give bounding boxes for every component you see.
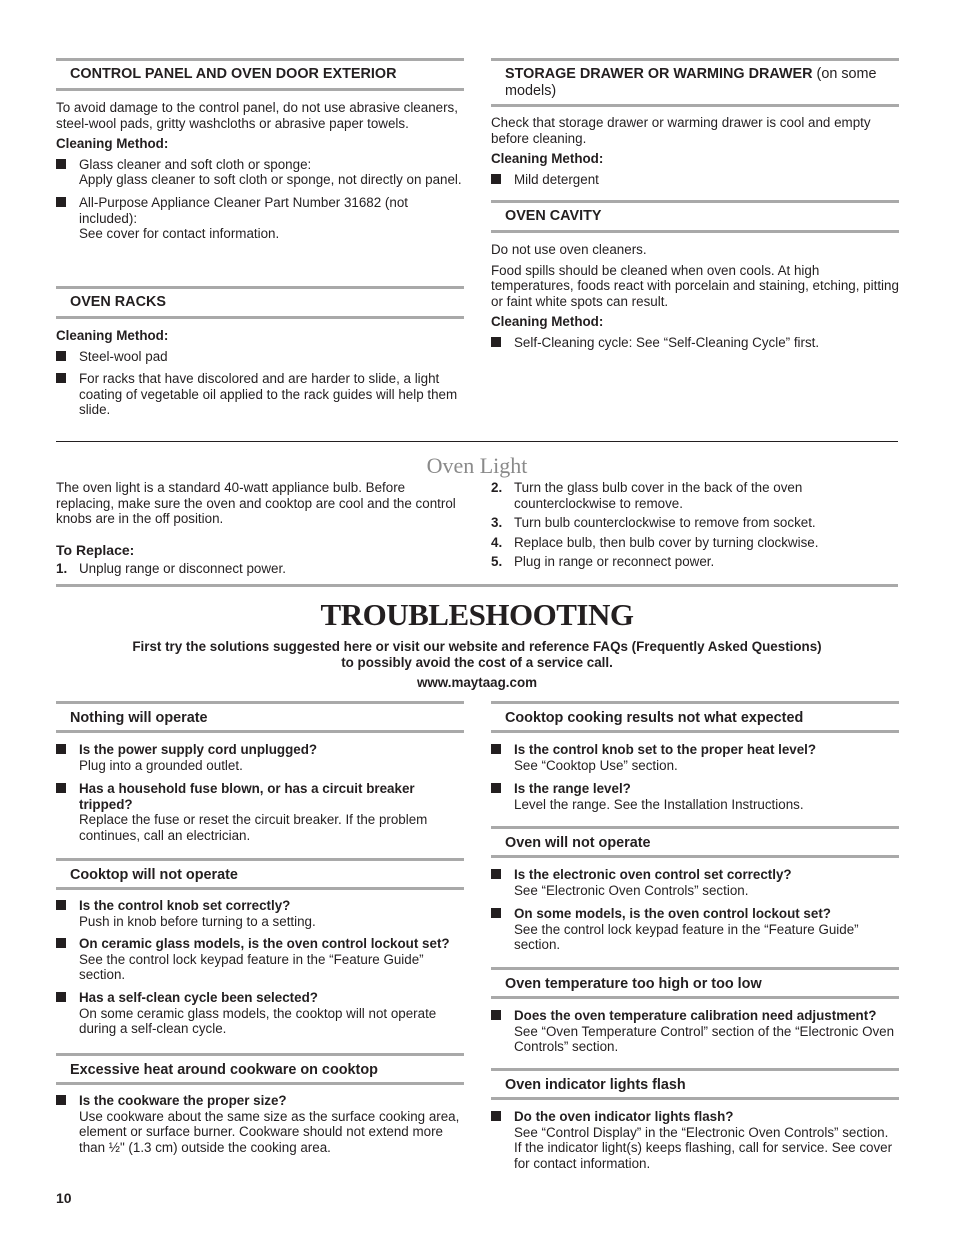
bullet-icon (491, 174, 501, 184)
list-item: Glass cleaner and soft cloth or sponge: Apply glass cleaner to soft cloth or sponge, not directly on panel. (56, 157, 464, 188)
oven-light-intro: The oven light is a standard 40-watt appliance bulb. Before replacing, make sure the oven and cooktop are cool and the control knobs are in the off position. (56, 480, 456, 527)
oven-light-title: Oven Light (426, 453, 528, 478)
trouble-heading-oven-not-operate: Oven will not operate (491, 826, 899, 858)
trouble-list-oven-not-operate (491, 867, 899, 953)
bullet-icon (56, 938, 66, 948)
list-item: 4. Replace bulb, then bulb cover by turning clockwise. (491, 534, 819, 550)
list-item: Is the range level? Level the range. See the Installation Instructions. (491, 781, 899, 812)
list-item: 1. Unplug range or disconnect power. (56, 561, 286, 577)
list-item: Is the control knob set correctly? Push in knob before turning to a setting. (56, 898, 464, 929)
trouble-list-indicator-lights (491, 1109, 899, 1171)
trouble-heading-excessive-heat: Excessive heat around cookware on cooktop (56, 1053, 464, 1085)
to-replace-label: To Replace: (56, 541, 135, 558)
divider (56, 441, 898, 442)
website-url: www.maytaag.com (416, 675, 538, 690)
trouble-list-cooktop-results (491, 742, 899, 812)
bullet-icon (56, 744, 66, 754)
list-item: Self-Cleaning cycle: See “Self-Cleaning Cycle” first. (491, 335, 899, 351)
control-panel-intro: To avoid damage to the control panel, do not use abrasive cleaners, steel-wool pads, gritty washcloths or abrasive paper towels. (56, 100, 458, 131)
trouble-list-cooktop-not-operate (56, 898, 464, 1037)
list-item: Does the oven temperature calibration need adjustment? See “Oven Temperature Control” section of the “Electronic Oven Controls” section. (491, 1008, 899, 1055)
list-item: Is the cookware the proper size? Use cookware about the same size as the surface cooking area, element or surface burner. Cookware should not extend more than ½" (1.3 cm) outside the cooking area. (56, 1093, 464, 1155)
trouble-list-nothing-operates (56, 742, 464, 844)
cleaning-method-label: Cleaning Method: (491, 151, 604, 167)
bullet-icon (56, 159, 66, 169)
trouble-heading-oven-temperature: Oven temperature too high or too low (491, 967, 899, 999)
bullet-icon (56, 197, 66, 207)
trouble-heading-indicator-lights: Oven indicator lights flash (491, 1068, 899, 1100)
bullet-icon (491, 1111, 501, 1121)
bullet-icon (491, 1010, 501, 1020)
bullet-icon (491, 744, 501, 754)
bullet-icon (56, 1095, 66, 1105)
cleaning-method-label: Cleaning Method: (491, 314, 604, 330)
list-item: Has a self-clean cycle been selected? On some ceramic glass models, the cooktop will not operate during a self-clean cycle. (56, 990, 464, 1037)
trouble-heading-cooktop-results: Cooktop cooking results not what expected (491, 701, 899, 733)
divider (56, 584, 898, 587)
list-item: All-Purpose Appliance Cleaner Part Number 31682 (not included): See cover for contact information. (56, 195, 464, 242)
list-item: 5. Plug in range or reconnect power. (491, 554, 715, 570)
list-item: Has a household fuse blown, or has a circuit breaker tripped? Replace the fuse or reset the circuit breaker. If the problem continues, call an electrician. (56, 781, 464, 843)
storage-drawer-intro: Check that storage drawer or warming drawer is cool and empty before cleaning. (491, 115, 871, 146)
troubleshooting-title: TROUBLESHOOTING (320, 597, 634, 632)
list-item: Is the electronic oven control set correctly? See “Electronic Oven Controls” section. (491, 867, 899, 898)
replace-steps-list (491, 480, 899, 570)
bullet-icon (56, 992, 66, 1002)
list-item: 2. Turn the glass bulb cover in the back of the oven counterclockwise to remove. (491, 480, 803, 511)
troubleshooting-intro-2: to possibly avoid the cost of a service call. (341, 655, 613, 670)
trouble-heading-nothing-operates: Nothing will operate (56, 701, 464, 733)
list-item: 3. Turn bulb counterclockwise to remove from socket. (491, 515, 816, 531)
bullet-icon (491, 908, 501, 918)
page-number: 10 (56, 1190, 72, 1206)
bullet-icon (56, 373, 66, 383)
list-item: Is the control knob set to the proper heat level? See “Cooktop Use” section. (491, 742, 899, 773)
list-item: Is the power supply cord unplugged? Plug into a grounded outlet. (56, 742, 464, 773)
list-item: Steel-wool pad (56, 349, 464, 365)
oven-light-left (56, 480, 464, 577)
oven-cavity-p1: Do not use oven cleaners. (491, 242, 647, 257)
cleaning-method-label: Cleaning Method: (56, 328, 169, 343)
section-heading-oven-cavity: OVEN CAVITY (491, 200, 899, 233)
list-item: Mild detergent (491, 172, 899, 188)
list-item: Do the oven indicator lights flash? See “Control Display” in the “Electronic Oven Controls” section. If the indicator light(s) keeps flashing, call for service. See cover for contact information. (491, 1109, 899, 1171)
bullet-icon (56, 783, 66, 793)
section-heading-storage-drawer: STORAGE DRAWER OR WARMING DRAWER (on some models) (491, 58, 899, 107)
trouble-list-oven-temperature (491, 1008, 899, 1055)
cleaning-method-label: Cleaning Method: (56, 136, 169, 152)
list-item: On some models, is the oven control lockout set? See the control lock keypad feature in the “Feature Guide” section. (491, 906, 899, 953)
oven-racks-methods (56, 349, 464, 418)
section-heading-oven-racks: OVEN RACKS (56, 286, 464, 319)
oven-light-right (491, 480, 899, 570)
control-panel-section (56, 100, 464, 242)
oven-racks-section (56, 328, 464, 418)
list-item: For racks that have discolored and are harder to slide, a light coating of vegetable oil applied to the rack guides will help them slide. (56, 371, 464, 418)
bullet-icon (491, 783, 501, 793)
bullet-icon (56, 351, 66, 361)
list-item: On ceramic glass models, is the oven control lockout set? See the control lock keypad feature in the “Feature Guide” section. (56, 936, 464, 983)
bullet-icon (491, 337, 501, 347)
trouble-list-excessive-heat (56, 1093, 464, 1155)
bullet-icon (56, 900, 66, 910)
oven-cavity-section (491, 242, 899, 351)
storage-drawer-methods (491, 172, 899, 188)
troubleshooting-intro-1: First try the solutions suggested here or visit our website and reference FAQs (Frequently Asked Questions) (132, 639, 822, 654)
storage-drawer-section (491, 115, 899, 187)
trouble-heading-cooktop-not-operate: Cooktop will not operate (56, 858, 464, 890)
oven-cavity-methods (491, 335, 899, 351)
bullet-icon (491, 869, 501, 879)
section-heading-control-panel: CONTROL PANEL AND OVEN DOOR EXTERIOR (56, 58, 464, 91)
oven-cavity-p2: Food spills should be cleaned when oven cools. At high temperatures, foods react with porcelain and staining, etching, pitting or faint white spots can result. (491, 262, 899, 309)
control-panel-methods (56, 157, 464, 242)
replace-steps-list (56, 561, 464, 577)
